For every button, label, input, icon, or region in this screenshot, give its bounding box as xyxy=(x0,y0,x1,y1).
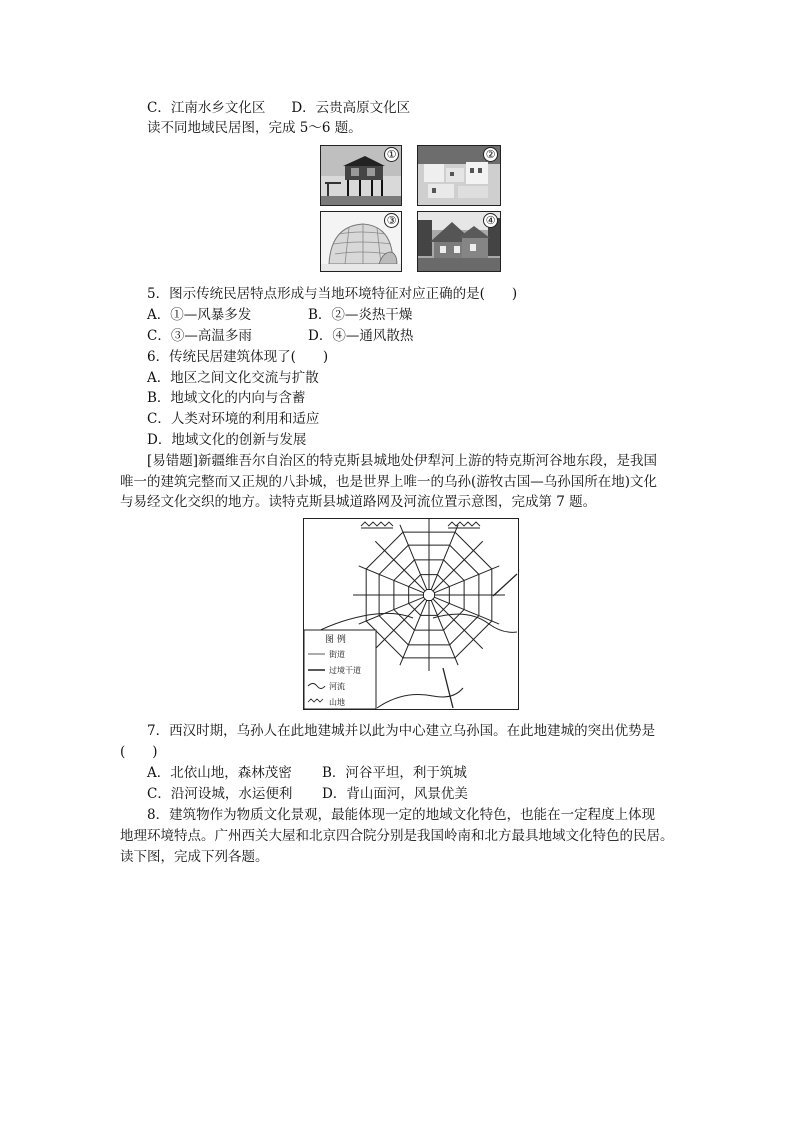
photo-label-2: ② xyxy=(483,147,498,162)
legend-street: 街道 xyxy=(329,650,345,659)
q6-option-b: B．地域文化的内向与含蓄 xyxy=(147,390,306,406)
photo-label-4: ④ xyxy=(483,213,498,228)
passage7-line-3: 与易经文化交织的地方。读特克斯县城道路网及河流位置示意图，完成第 7 题。 xyxy=(120,494,597,510)
q7-stem-paren: ( ) xyxy=(120,744,158,760)
q5-option-d: D．④—通风散热 xyxy=(308,328,414,344)
q5-stem: 5．图示传统民居特点形成与当地环境特征对应正确的是( ) xyxy=(147,286,518,302)
intro-q5-6: 读不同地域民居图，完成 5～6 题。 xyxy=(147,120,362,136)
q8-line-2: 地理环境特点。广州西关大屋和北京四合院分别是我国岭南和北方最具地域文化特色的民居。 xyxy=(120,828,674,844)
q6-stem: 6．传统民居建筑体现了( ) xyxy=(147,349,329,365)
photo-flat-roof-houses xyxy=(417,145,501,206)
passage7-line-1: [易错题]新疆维吾尔自治区的特克斯县城地处伊犁河上游的特克斯河谷地东段，是我国 xyxy=(147,453,658,469)
q7-stem: 7．西汉时期，乌孙人在此地建城并以此为中心建立乌孙国。在此地建城的突出优势是 xyxy=(147,723,656,739)
q8-line-3: 读下图，完成下列各题。 xyxy=(120,849,269,865)
q5-option-b: B．②—炎热干燥 xyxy=(308,307,413,323)
q5-option-a: A．①—风暴多发 xyxy=(147,307,252,323)
legend-title: 图 例 xyxy=(325,635,346,645)
map-legend xyxy=(304,630,376,709)
legend-river: 河流 xyxy=(329,682,345,691)
photo-igloo xyxy=(320,211,402,272)
q6-option-a: A．地区之间文化交流与扩散 xyxy=(147,370,319,386)
prev-options-row xyxy=(147,98,410,118)
q6-option-d: D．地域文化的创新与发展 xyxy=(147,432,307,448)
q7-option-a: A．北依山地，森林茂密 xyxy=(147,765,292,781)
photo-pitched-roof-house xyxy=(417,211,501,272)
tekes-road-map xyxy=(303,518,519,710)
q7-option-c: C．沿河设城，水运便利 xyxy=(147,786,293,802)
q7-option-d: D．背山面河，风景优美 xyxy=(322,786,468,802)
q5-option-c: C．③—高温多雨 xyxy=(147,328,252,344)
q8-line-1: 8．建筑物作为物质文化景观，最能体现一定的地域文化特色，也能在一定程度上体现 xyxy=(147,807,656,823)
legend-highway: 过境干道 xyxy=(329,666,361,675)
passage7-line-2: 唯一的建筑完整而又正规的八卦城，也是世界上唯一的乌孙(游牧古国—乌孙国所在地)文化 xyxy=(120,474,658,490)
photo-label-3: ③ xyxy=(384,213,399,228)
option-d: D．云贵高原文化区 xyxy=(291,100,411,116)
legend-mountain: 山地 xyxy=(329,698,345,707)
photo-label-1: ① xyxy=(384,147,399,162)
q7-option-b: B．河谷平坦，利于筑城 xyxy=(322,765,467,781)
option-c: C．江南水乡文化区 xyxy=(147,100,266,116)
photo-stilt-house xyxy=(320,145,402,206)
q6-option-c: C．人类对环境的利用和适应 xyxy=(147,411,320,427)
